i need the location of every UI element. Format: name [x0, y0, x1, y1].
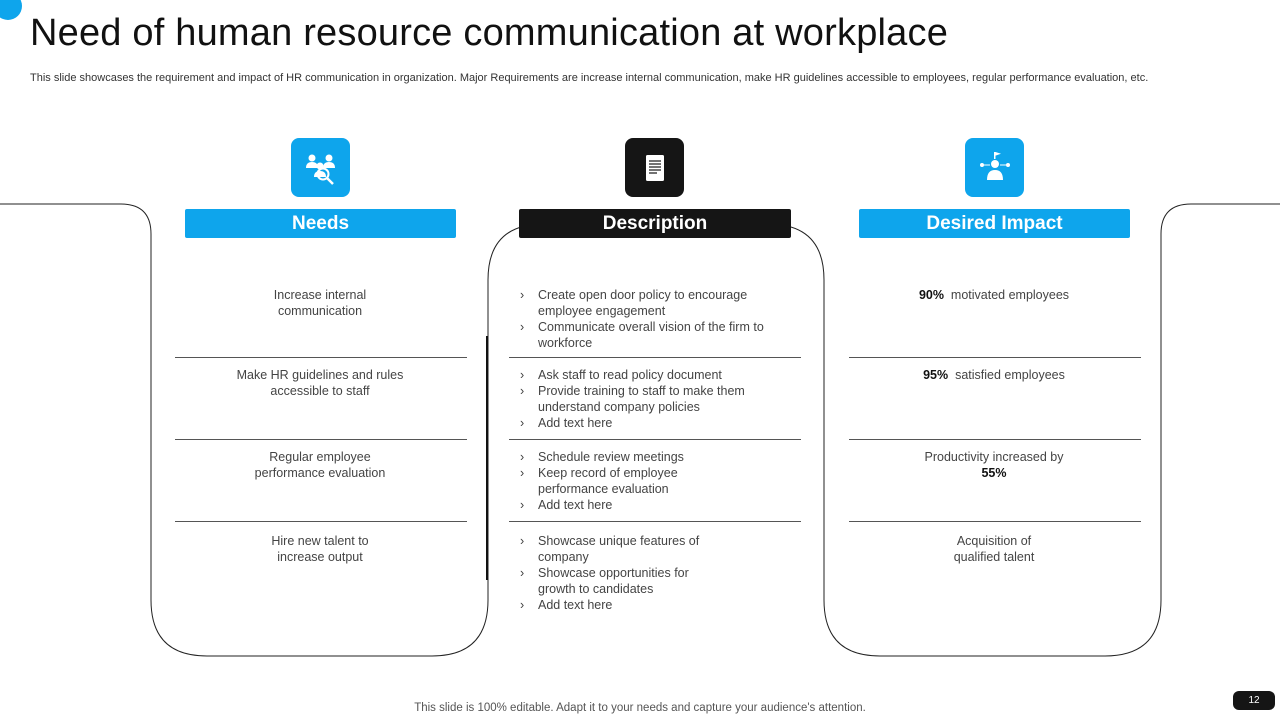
- row-separator: [175, 357, 467, 358]
- description-item: › Keep record of employee performance evaluation: [518, 465, 718, 497]
- needs-icon-tile: [291, 138, 350, 197]
- impact-cell-3: [919, 449, 1069, 481]
- description-item: › Schedule review meetings: [518, 449, 718, 465]
- description-item: › Ask staff to read policy document: [518, 367, 778, 383]
- description-list-3: [518, 449, 718, 513]
- row-separator: [509, 521, 801, 522]
- need-cell-1: Increase internal communication: [273, 288, 367, 318]
- row-separator: [849, 439, 1141, 440]
- impact-text: Productivity increased by: [924, 450, 1064, 464]
- description-item: › Communicate overall vision of the firm to workforce: [518, 319, 778, 351]
- description-item: › Add text here: [518, 415, 778, 431]
- description-item: › Add text here: [518, 497, 718, 513]
- impact-header: Desired Impact: [859, 209, 1130, 238]
- row-separator: [509, 357, 801, 358]
- team-search-icon: [303, 150, 339, 186]
- row-separator: [849, 521, 1141, 522]
- impact-cell-2: [874, 367, 1114, 383]
- description-item: › Showcase opportunities for growth to candidates: [518, 565, 718, 597]
- row-separator: [509, 439, 801, 440]
- footer-note: This slide is 100% editable. Adapt it to your needs and capture your audience's attention.: [414, 702, 866, 714]
- row-separator: [175, 439, 467, 440]
- description-item: › Add text here: [518, 597, 718, 613]
- impact-icon-tile: [965, 138, 1024, 197]
- need-cell-2: Make HR guidelines and rules accessible to staff: [236, 368, 404, 398]
- impact-text: motivated employees: [950, 288, 1070, 302]
- leader-network-icon: [977, 150, 1013, 186]
- impact-value: 95%: [923, 368, 949, 382]
- impact-value: 55%: [981, 466, 1007, 480]
- document-icon: [643, 153, 667, 183]
- need-cell-4: Hire new talent to increase output: [271, 534, 369, 564]
- impact-text: satisfied employees: [955, 368, 1065, 382]
- page-number: 12: [1233, 691, 1275, 710]
- impact-cell-1: [874, 287, 1114, 303]
- description-item: › Provide training to staff to make them understand company policies: [518, 383, 778, 415]
- slide-title: Need of human resource communication at workplace: [30, 12, 949, 54]
- description-header: Description: [519, 209, 791, 238]
- description-list-1: [518, 287, 778, 351]
- description-icon-tile: [625, 138, 684, 197]
- row-separator: [849, 357, 1141, 358]
- description-item: › Create open door policy to encourage employee engagement: [518, 287, 778, 319]
- impact-value: 90%: [918, 288, 944, 302]
- need-cell-3: Regular employee performance evaluation: [254, 450, 386, 480]
- description-list-2: [518, 367, 778, 431]
- impact-cell-4: Acquisition of qualified talent: [953, 534, 1035, 564]
- description-list-4: [518, 533, 718, 613]
- description-item: › Showcase unique features of company: [518, 533, 718, 565]
- slide-subtitle: This slide showcases the requirement and impact of HR communication in organization. Major Requirements are increase internal communication, make HR guidelines accessible to employees, regular performance evaluation, etc.: [30, 72, 1149, 84]
- needs-header: Needs: [185, 209, 456, 238]
- row-separator: [175, 521, 467, 522]
